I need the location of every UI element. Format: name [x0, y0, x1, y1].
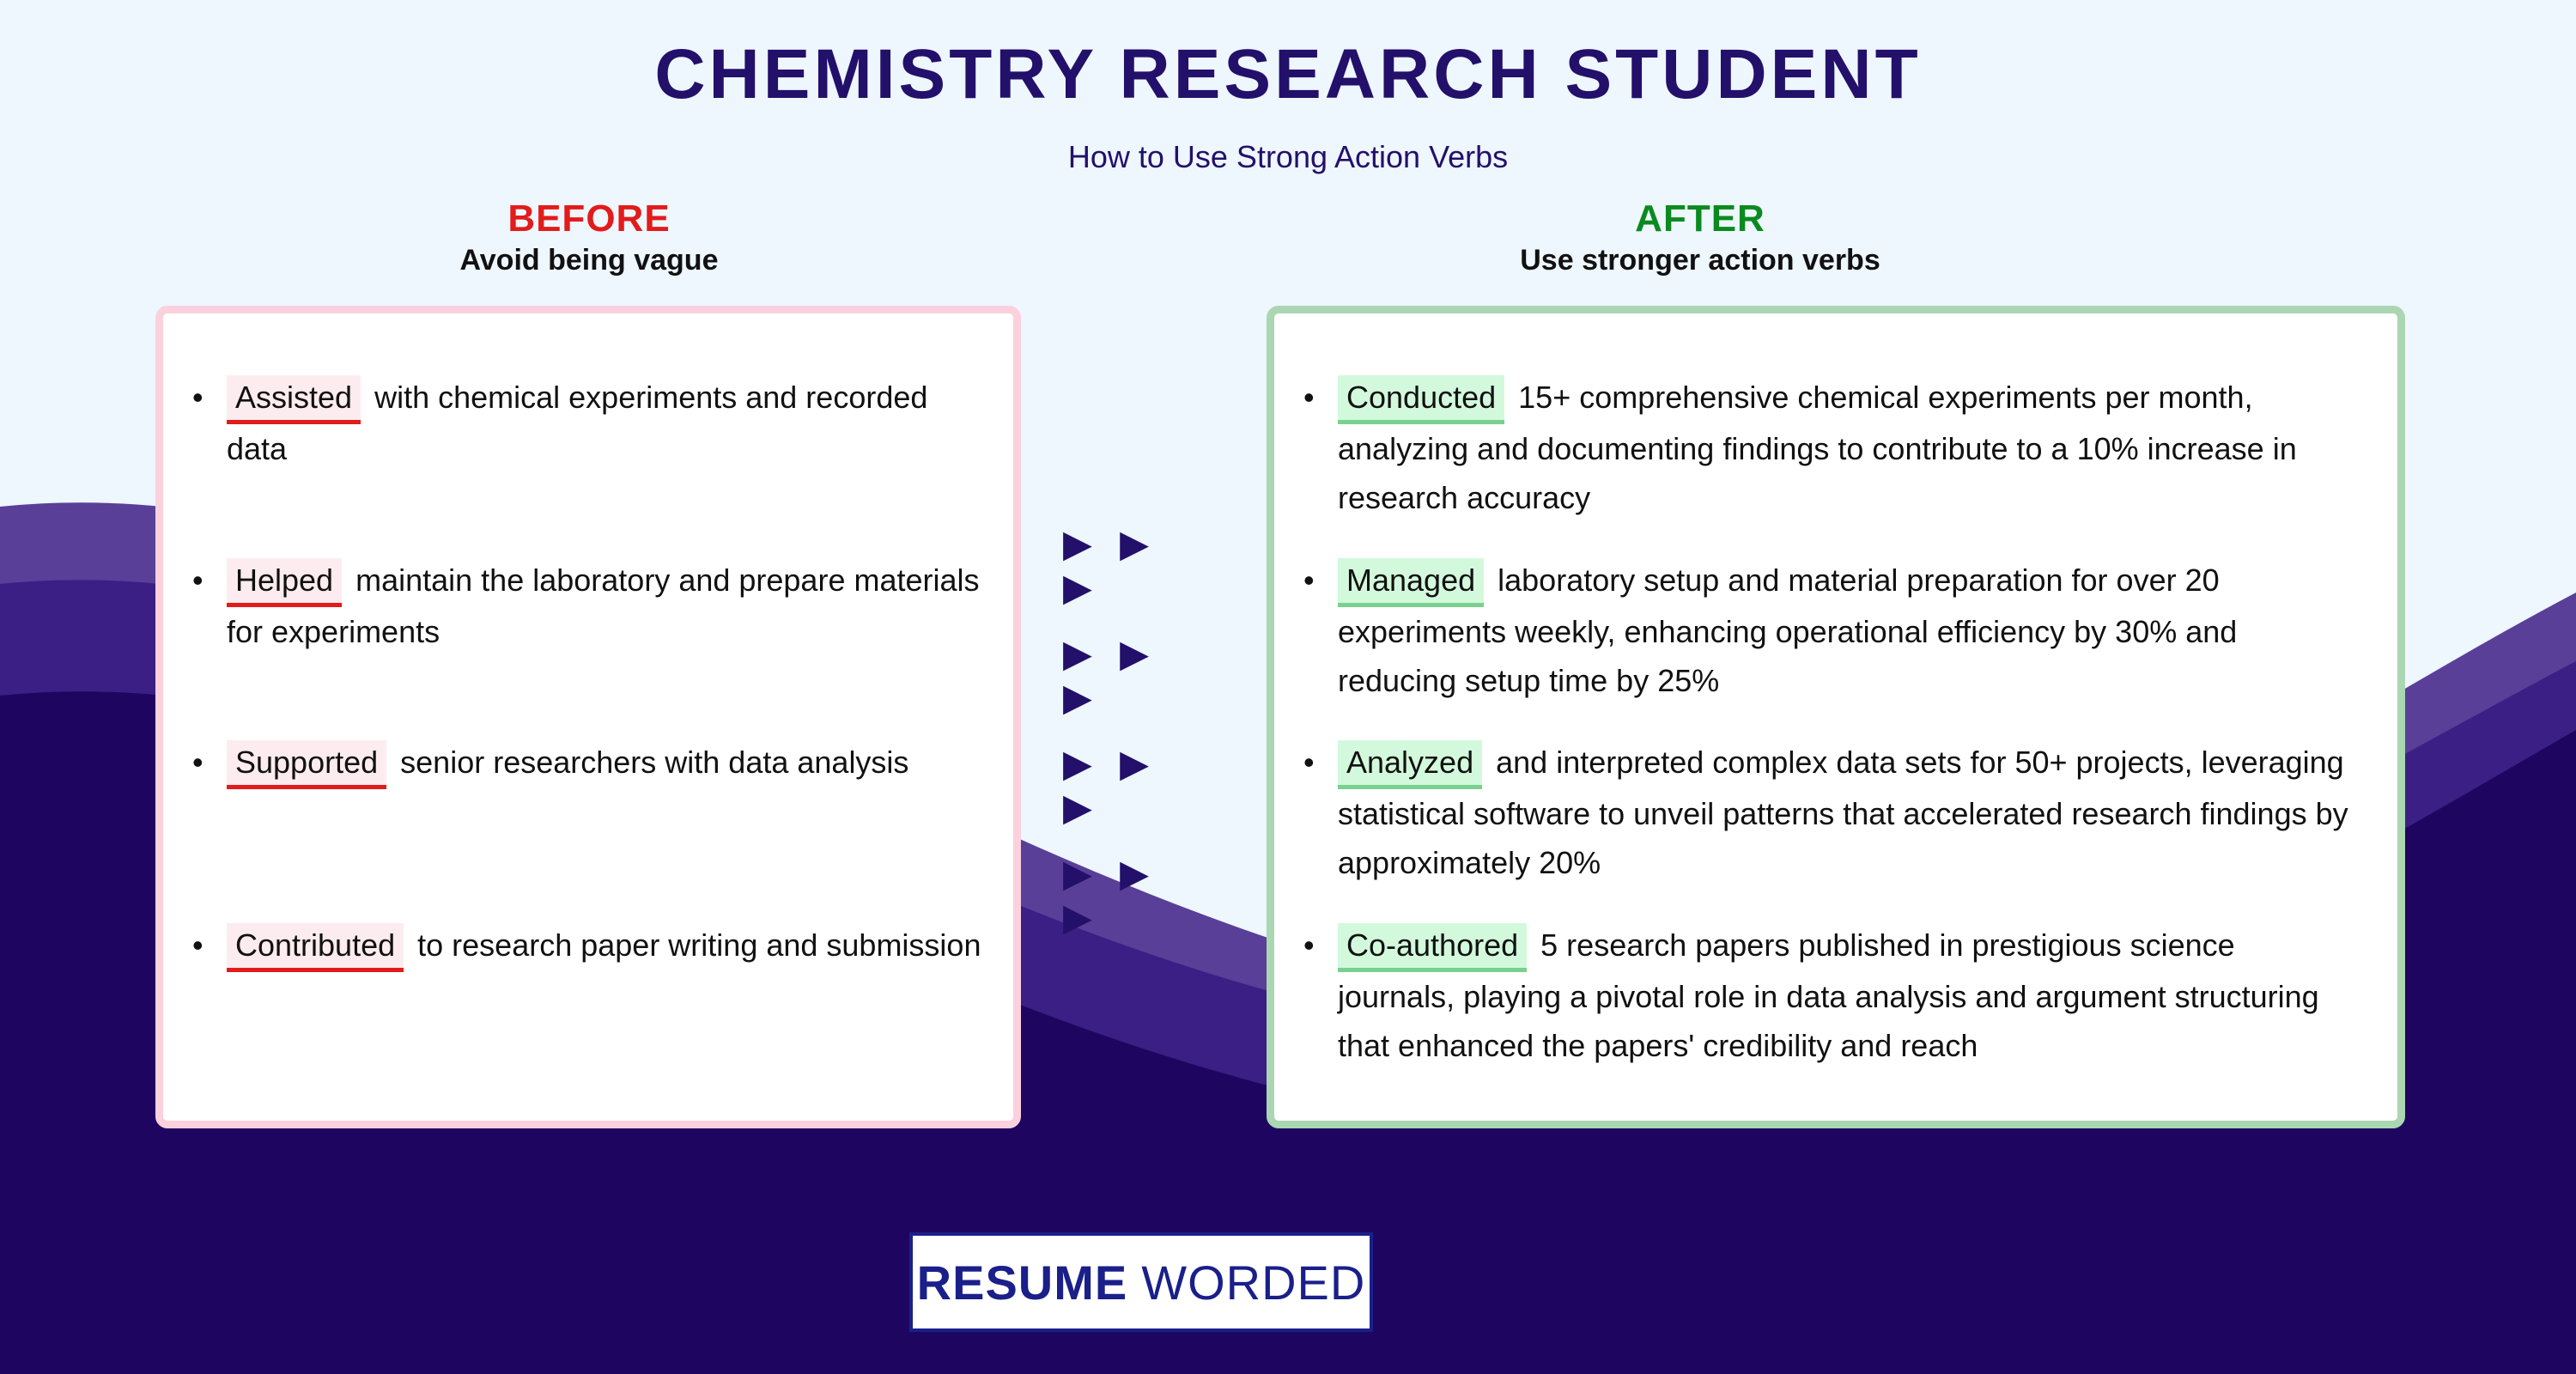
before-heading — [160, 198, 1018, 277]
after-item — [1303, 373, 2360, 522]
before-item — [192, 738, 982, 789]
page-subtitle: How to Use Strong Action Verbs — [1067, 139, 1509, 174]
bullet: • — [1303, 927, 1315, 963]
item-text: and interpreted complex data sets for 50+ projects, leveraging statistical software to unveil patterns that accelerated research findings by approximately 20% — [1338, 745, 2348, 880]
after-item — [1303, 556, 2360, 705]
strong-verb: Co-authored — [1338, 923, 1527, 972]
strong-verb: Conducted — [1338, 375, 1504, 424]
item-text: senior researchers with data analysis — [400, 745, 909, 780]
arrow-row-icon: ▶ ▶ ▶ — [1063, 853, 1157, 939]
arrow-row-icon: ▶ ▶ ▶ — [1063, 633, 1157, 719]
bullet: • — [1303, 745, 1315, 780]
after-label: AFTER — [1635, 198, 1765, 240]
weak-verb: Supported — [227, 740, 386, 789]
arrow-row-icon: ▶ ▶ ▶ — [1063, 523, 1157, 609]
item-text: maintain the laboratory and prepare materials for experiments — [227, 562, 980, 649]
resume-worded-logo[interactable] — [909, 1232, 1373, 1332]
after-heading — [1271, 198, 2129, 277]
logo-light-text: WORDED — [1141, 1255, 1366, 1310]
weak-verb: Assisted — [227, 375, 361, 424]
before-item — [192, 921, 982, 972]
bullet: • — [192, 562, 204, 598]
weak-verb: Contributed — [227, 923, 404, 972]
strong-verb: Analyzed — [1338, 740, 1482, 789]
bullet: • — [192, 380, 204, 415]
item-text: to research paper writing and submission — [417, 927, 981, 963]
strong-verb: Managed — [1338, 558, 1484, 607]
before-label: BEFORE — [507, 198, 671, 240]
item-text: with chemical experiments and recorded data — [227, 380, 928, 466]
bullet: • — [192, 927, 204, 963]
item-text: laboratory setup and material preparation for over 20 experiments weekly, enhancing operational efficiency by 30% and reducing setup time by 25% — [1338, 562, 2238, 698]
page-title: CHEMISTRY RESEARCH STUDENT — [654, 35, 1922, 113]
weak-verb: Helped — [227, 558, 342, 607]
after-item — [1303, 738, 2360, 887]
before-item — [192, 556, 982, 656]
item-text: 15+ comprehensive chemical experiments per month, analyzing and documenting findings to contribute to a 10% increase in research accuracy — [1338, 380, 2297, 515]
before-item — [192, 373, 982, 473]
before-sublabel: Avoid being vague — [459, 244, 719, 277]
bullet: • — [192, 745, 204, 780]
bullet: • — [1303, 380, 1315, 415]
after-panel — [1267, 306, 2405, 1128]
after-sublabel: Use stronger action verbs — [1520, 244, 1880, 277]
arrow-row-icon: ▶ ▶ ▶ — [1063, 743, 1157, 829]
bullet: • — [1303, 562, 1315, 598]
after-item — [1303, 921, 2360, 1070]
before-panel — [155, 306, 1021, 1128]
item-text: 5 research papers published in prestigious science journals, playing a pivotal role in data analysis and argument structuring that enhanced the papers' credibility and reach — [1338, 927, 2319, 1063]
logo-bold-text: RESUME — [916, 1255, 1128, 1310]
